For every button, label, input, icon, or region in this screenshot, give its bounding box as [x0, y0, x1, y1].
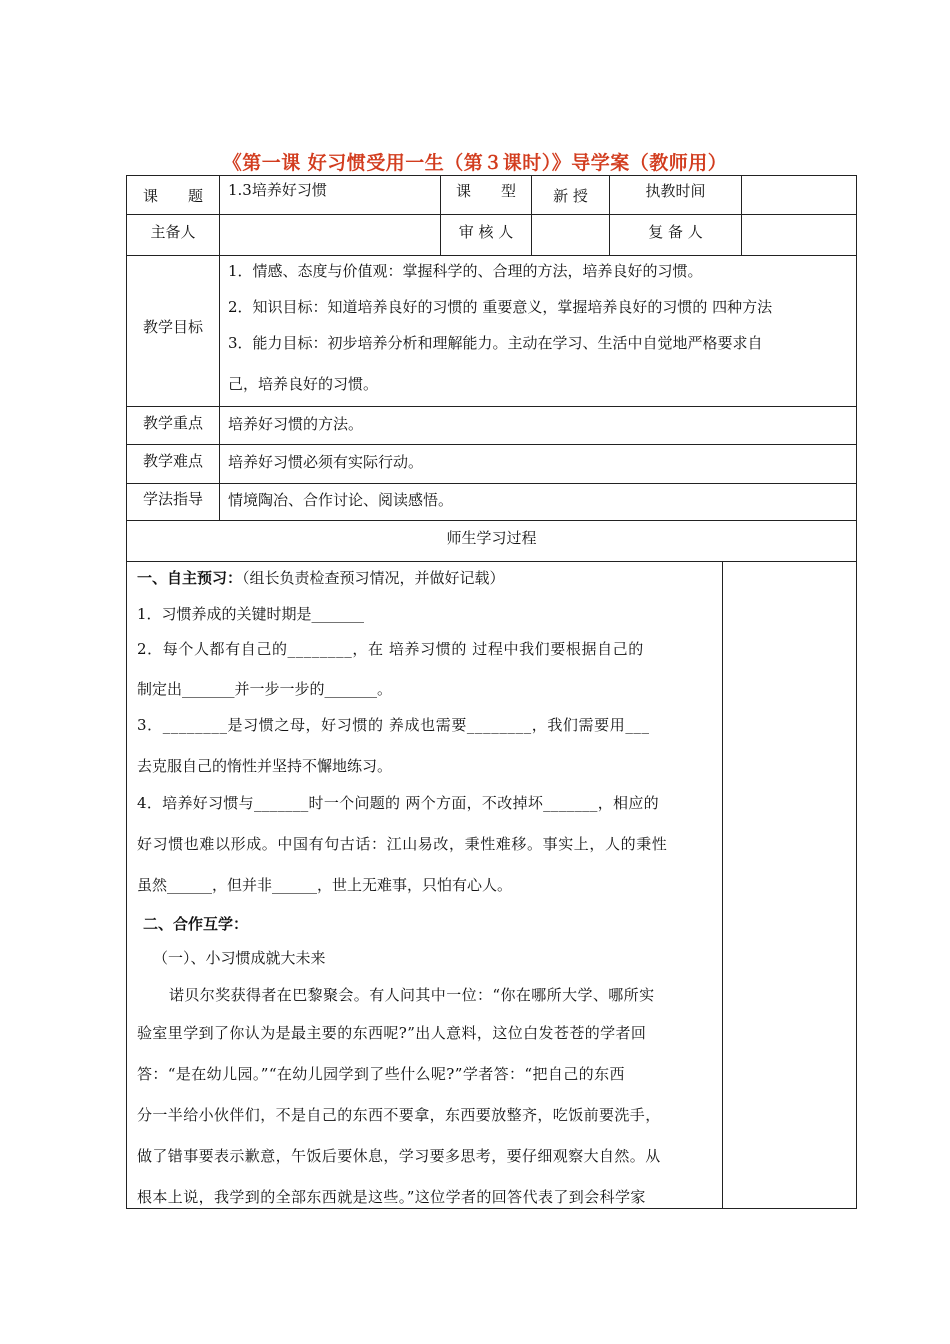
type-label: 课 型 — [455, 182, 516, 200]
method-value: 情境陶冶、合作讨论、阅读感悟。 — [228, 491, 454, 509]
story-line: 根本上说，我学到的全部东西就是这些。”这位学者的回答代表了到会科学家 — [137, 1188, 646, 1206]
difficulty-label: 教学难点 — [142, 452, 203, 470]
goal-line: 1．情感、态度与价值观：掌握科学的、合理的方法，培养良好的习惯。 — [228, 262, 703, 280]
repreparer-label: 复 备 人 — [648, 223, 703, 241]
section1-note: （组长负责检查预习情况，并做好记载） — [242, 569, 505, 587]
exercise-line: 1．习惯养成的关键时期是_______ — [137, 605, 365, 623]
section1-heading: 一、自主预习： — [137, 569, 243, 587]
goal-line: 2．知识目标：知道培养良好的习惯的 重要意义，掌握培养良好的习惯的 四种方法 — [228, 298, 773, 316]
exercise-line: 4．培养好习惯与_______时一个问题的 两个方面，不改掉坏_______，相应的 — [137, 794, 659, 812]
topic-value: 1.3培养好习惯 — [228, 181, 327, 199]
method-label: 学法指导 — [142, 490, 203, 508]
goals-label: 教学目标 — [142, 318, 203, 336]
section2-heading: 二、合作互学： — [143, 915, 249, 933]
exercise-line: 虽然______，但并非______，世上无难事，只怕有心人。 — [137, 876, 513, 894]
story-line: 答：“是在幼儿园。”“在幼儿园学到了些什么呢?”学者答：“把自己的东西 — [137, 1065, 625, 1083]
exercise-line: 去克服自己的惰性并坚持不懈地练习。 — [137, 757, 393, 775]
exercise-line: 好习惯也难以形成。中国有句古话：江山易改，秉性难移。事实上，人的秉性 — [137, 835, 668, 853]
section2-subheading: （一）、小习惯成就大未来 — [153, 949, 326, 967]
exercise-line: 制定出_______并一步一步的_______。 — [137, 680, 393, 698]
process-heading: 师生学习过程 — [446, 529, 537, 547]
difficulty-value: 培养好习惯必须有实际行动。 — [228, 453, 424, 471]
date-label: 执教时间 — [645, 182, 706, 200]
focus-label: 教学重点 — [142, 414, 203, 432]
story-line: 做了错事要表示歉意，午饭后要休息，学习要多思考，要仔细观察大自然。从 — [137, 1147, 661, 1165]
page-title: 《第一课 好习惯受用一生（第３课时）》导学案（教师用） — [222, 152, 728, 174]
exercise-line: 3．________是习惯之母，好习惯的 养成也需要________，我们需要用___ — [137, 716, 650, 734]
story-line: 分一半给小伙伴们，不是自己的东西不要拿，东西要放整齐，吃饭前要洗手， — [137, 1106, 661, 1124]
story-line: 诺贝尔奖获得者在巴黎聚会。有人问其中一位：“你在哪所大学、哪所实 — [169, 986, 655, 1004]
story-line: 验室里学到了你认为是最主要的东西呢?”出人意料，这位白发苍苍的学者回 — [137, 1024, 647, 1042]
goal-line: 3．能力目标：初步培养分析和理解能力。主动在学习、生活中自觉地严格要求自 — [228, 334, 763, 352]
exercise-line: 2．每个人都有自己的________，在 培养习惯的 过程中我们要根据自己的 — [137, 640, 644, 658]
type-value: 新 授 — [553, 187, 588, 205]
goal-line: 己，培养良好的习惯。 — [228, 375, 379, 393]
focus-value: 培养好习惯的方法。 — [228, 415, 364, 433]
reviewer-label: 审 核 人 — [458, 223, 514, 241]
preparer-label: 主备人 — [150, 223, 196, 241]
topic-label: 课 题 — [142, 187, 203, 205]
